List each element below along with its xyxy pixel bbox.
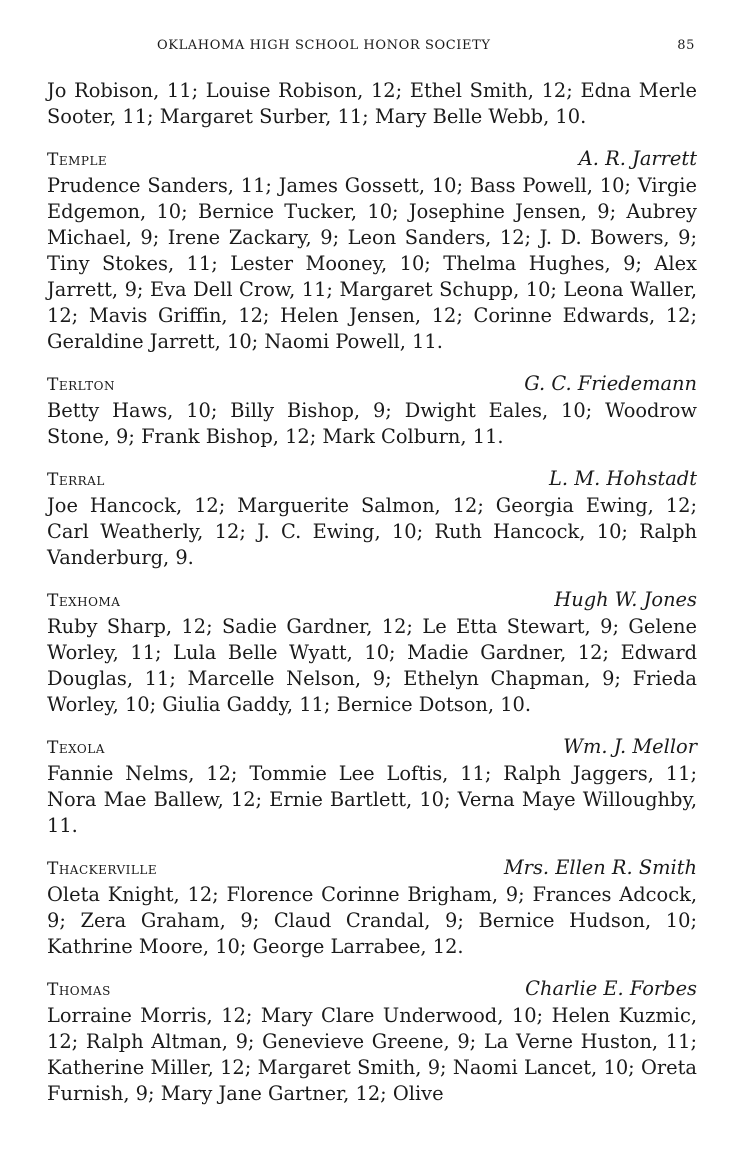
sponsor-name: Charlie E. Forbes — [525, 977, 697, 1000]
sponsor-name: Hugh W. Jones — [554, 588, 697, 611]
member-list: Ruby Sharp, 12; Sadie Gardner, 12; Le Etta Stewart, 9; Gelene Worley, 11; Lula Belle Wyatt, 10; Madie Gardner, 12; Edward Douglas, 11; Marcelle Nelson, 9; Ethelyn Chapman, 9; Frieda Worley, 10; Giulia Gaddy, 11; Bernice Dotson, 10. — [47, 615, 697, 716]
school-name: Terral — [47, 470, 105, 490]
document-page — [47, 36, 697, 1107]
school-section-texola — [47, 735, 697, 839]
school-section-thomas — [47, 977, 697, 1107]
school-section-texhoma — [47, 588, 697, 718]
school-section-thackerville — [47, 856, 697, 960]
section-heading — [47, 735, 697, 761]
school-name: Texhoma — [47, 591, 121, 611]
sponsor-name: L. M. Hohstadt — [549, 467, 697, 490]
section-heading — [47, 977, 697, 1003]
continued-member-list: Jo Robison, 11; Louise Robison, 12; Ethel Smith, 12; Edna Merle Sooter, 11; Margaret Surber, 11; Mary Belle Webb, 10. — [47, 79, 697, 128]
school-section-terral — [47, 467, 697, 571]
running-header — [47, 36, 697, 58]
school-section-temple — [47, 147, 697, 355]
member-list: Lorraine Morris, 12; Mary Clare Underwood, 10; Helen Kuzmic, 12; Ralph Altman, 9; Genevieve Greene, 9; La Verne Huston, 11; Katherine Miller, 12; Margaret Smith, 9; Naomi Lancet, 10; Oreta Furnish, 9; Mary Jane Gartner, 12; Olive — [47, 1004, 697, 1105]
school-name: Terlton — [47, 375, 115, 395]
sponsor-name: G. C. Friedemann — [524, 372, 697, 395]
member-list: Fannie Nelms, 12; Tommie Lee Loftis, 11; Ralph Jaggers, 11; Nora Mae Ballew, 12; Ernie Bartlett, 10; Verna Maye Willoughby, 11. — [47, 762, 697, 837]
sponsor-name: Mrs. Ellen R. Smith — [503, 856, 697, 879]
school-section-terlton — [47, 372, 697, 450]
section-heading — [47, 856, 697, 882]
member-list: Joe Hancock, 12; Marguerite Salmon, 12; Georgia Ewing, 12; Carl Weatherly, 12; J. C. Ewing, 10; Ruth Hancock, 10; Ralph Vanderburg, 9. — [47, 494, 697, 569]
school-name: Thackerville — [47, 859, 158, 879]
section-heading — [47, 467, 697, 493]
sponsor-name: Wm. J. Mellor — [563, 735, 697, 758]
page-content — [47, 78, 697, 1107]
section-heading — [47, 588, 697, 614]
continued-entry — [47, 78, 697, 130]
school-name: Texola — [47, 738, 105, 758]
member-list: Betty Haws, 10; Billy Bishop, 9; Dwight Eales, 10; Woodrow Stone, 9; Frank Bishop, 12; Mark Colburn, 11. — [47, 399, 697, 448]
sponsor-name: A. R. Jarrett — [578, 147, 697, 170]
running-title: OKLAHOMA HIGH SCHOOL HONOR SOCIETY — [157, 38, 491, 53]
member-list: Oleta Knight, 12; Florence Corinne Brigham, 9; Frances Adcock, 9; Zera Graham, 9; Claud Crandal, 9; Bernice Hudson, 10; Kathrine Moore, 10; George Larrabee, 12. — [47, 883, 697, 958]
page-number: 85 — [677, 38, 695, 53]
school-name: Thomas — [47, 980, 111, 1000]
school-name: Temple — [47, 150, 108, 170]
member-list: Prudence Sanders, 11; James Gossett, 10; Bass Powell, 10; Virgie Edgemon, 10; Bernice Tucker, 10; Josephine Jensen, 9; Aubrey Michael, 9; Irene Zackary, 9; Leon Sanders, 12; J. D. Bowers, 9; Tiny Stokes, 11; Lester Mooney, 10; Thelma Hughes, 9; Alex Jarrett, 9; Eva Dell Crow, 11; Margaret Schupp, 10; Leona Waller, 12; Mavis Griffin, 12; Helen Jensen, 12; Corinne Edwards, 12; Geraldine Jarrett, 10; Naomi Powell, 11. — [47, 174, 697, 353]
section-heading — [47, 372, 697, 398]
section-heading — [47, 147, 697, 173]
